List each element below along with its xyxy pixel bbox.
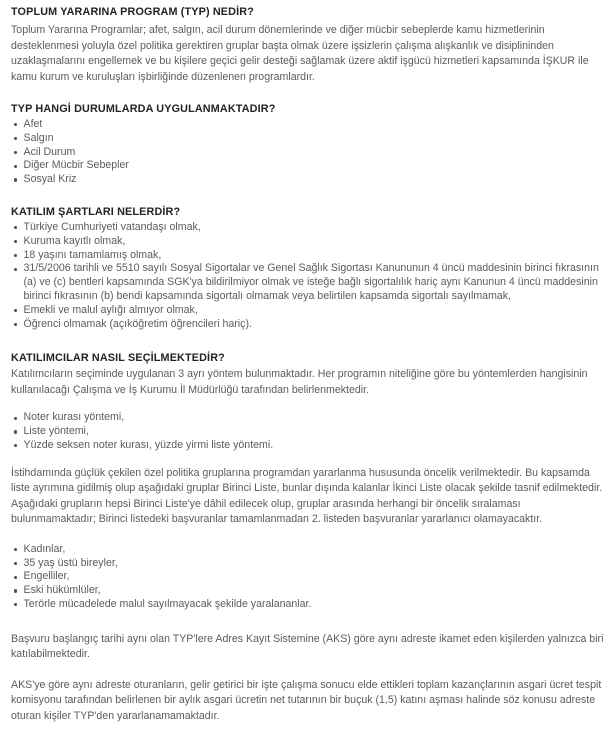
- list-item: Diğer Mücbir Sebepler: [11, 159, 607, 173]
- paragraph-aks-note: Başvuru başlangıç tarihi aynı olan TYP'lere Adres Kayıt Sistemine (AKS) göre aynı adreste ikamet eden kişilerden yalnızca biri katılabilmektedir.: [11, 632, 604, 661]
- section-heading-secim: KATILIMCILAR NASIL SEÇİLMEKTEDİR?: [11, 352, 225, 365]
- list-item: 31/5/2006 tarihli ve 5510 sayılı Sosyal Sigortalar ve Genel Sağlık Sigortası Kanununun 4 üncü maddesinin birinci fıkrasının (a) ve (c) bentleri kapsamında SGK'ya bildirilmiyor olmak ve isteğe bağlı sigortalılık hariç aynı Kanunun 4 üncü maddesinin birinci fıkrasının (b) bendi kapsamında sigortalı olmamak veya belirtilen kapsamda sigortalı sayılmamak,: [11, 262, 607, 303]
- condition-list: [11, 221, 607, 331]
- list-item: Afet: [11, 118, 607, 132]
- list-item: Terörle mücadelede malul sayılmayacak şekilde yaralananlar.: [11, 598, 607, 612]
- priority-group-list: [11, 543, 607, 612]
- list-item: Noter kurası yöntemi,: [11, 411, 607, 425]
- paragraph-selection-intro: Katılımcıların seçiminde uygulanan 3 ayrı yöntem bulunmaktadır. Her programın niteliğine göre bu yöntemlerden hangisinin kullanılacağı Çalışma ve İş Kurumu İl Müdürlüğü tarafından belirlenmektedir.: [11, 368, 588, 396]
- list-item: Sosyal Kriz: [11, 173, 607, 187]
- situation-list: [11, 118, 607, 187]
- section-heading-typ-nedir: TOPLUM YARARINA PROGRAM (TYP) NEDİR?: [11, 6, 254, 18]
- list-item: Acil Durum: [11, 146, 607, 160]
- list-item: Emekli ve malul aylığı almıyor olmak,: [11, 304, 607, 318]
- list-item: 35 yaş üstü bireyler,: [11, 557, 607, 571]
- paragraph-income-note: AKS'ye göre aynı adreste oturanların, gelir getirici bir işte çalışma sonucu elde ettikleri toplam kazançlarının asgari ücret tespit komisyonu tarafından belirlenen bir aylık asgari ücretin net tutarının bir buçuk (1,5) katını aşması halinde söz konusu adreste oturan kişiler TYP'den yararlanamamaktadır.: [11, 678, 602, 722]
- section-heading-sartlar: KATILIM ŞARTLARI NELERDİR?: [11, 205, 181, 218]
- method-list: [11, 411, 607, 452]
- list-item: Öğrenci olmamak (açıköğretim öğrencileri hariç).: [11, 318, 607, 332]
- list-item: 18 yaşını tamamlamış olmak,: [11, 249, 607, 263]
- list-item: Eski hükümlüler,: [11, 584, 607, 598]
- section-heading-durumlar: TYP HANGİ DURUMLARDA UYGULANMAKTADIR?: [11, 103, 276, 115]
- list-item: Engelliler,: [11, 570, 607, 584]
- list-item: Liste yöntemi,: [11, 425, 607, 439]
- paragraph-priority-note: İstihdamında güçlük çekilen özel politika gruplarına programdan yararlanma hususunda öncelik verilmektedir. Bu kapsamda liste ayrımına gidilmiş olup aşağıdaki gruplar Birinci Liste, bunlar dışında kalanlar İkinci Liste olacak şekilde tasnif edilmektedir. Aşağıdaki grupların hepsi Birinci Liste'ye dâhil edilecek olup, gruplar arasında herhangi bir öncelik sıralaması bulunmamaktadır; Birinci listedeki başvuranlar tamamlanmadan 2. listeden başvuranlar yararlanıcı olamayacaktır.: [11, 466, 603, 526]
- paragraph-typ-definition: Toplum Yararına Programlar; afet, salgın, acil durum dönemlerinde ve diğer mücbir sebeplerde kamu hizmetlerinin desteklenmesi yoluyla özel politika gerektiren gruplar başta olmak üzere işsizlerin çalışma alışkanlık ve disiplininden uzaklaşmalarını engellemek ve bu kişilere geçici gelir desteği sağlamak üzere aktif işgücü hizmetleri kapsamında İŞKUR ile kamu kurum ve kuruluşları işbirliğinde düzenlenen programlardır.: [11, 24, 589, 83]
- list-item: Kuruma kayıtlı olmak,: [11, 235, 607, 249]
- list-item: Yüzde seksen noter kurası, yüzde yirmi liste yöntemi.: [11, 439, 607, 453]
- list-item: Kadınlar,: [11, 543, 607, 557]
- list-item: Salgın: [11, 132, 607, 146]
- list-item: Türkiye Cumhuriyeti vatandaşı olmak,: [11, 221, 607, 235]
